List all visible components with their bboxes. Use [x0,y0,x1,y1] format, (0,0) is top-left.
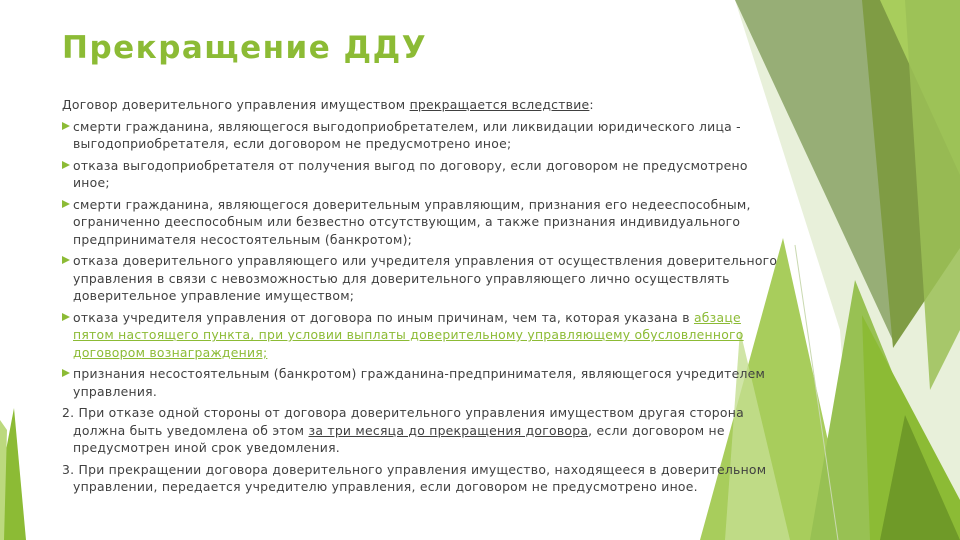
intro-underlined-text: прекращается вследствие [409,97,590,112]
list-item [62,196,782,249]
termination-grounds-list [62,118,782,401]
list-item-text: смерти гражданина, являющегося выгодоприобретателем, или ликвидации юридического лица - выгодоприобретателя, если договором не предусмотрено иное; [73,118,741,151]
intro-colon: : [589,97,594,112]
list-item-text: отказа выгодоприобретателя от получения выгод по договору, если договором не предусмотрено иное; [73,157,748,190]
triangle-bullet-icon [62,256,70,264]
triangle-bullet-icon [62,122,70,130]
list-item [62,252,782,305]
paragraph-2 [62,404,782,457]
paragraph-3-text: 3. При прекращении договора доверительного управления имущество, находящееся в доверительном управлении, передается учредителю управления, если договором не предусмотрено иное. [62,461,767,494]
paragraph-3 [62,461,782,496]
page-title: Прекращение ДДУ [62,30,428,66]
intro-paragraph [62,96,782,114]
list-item [62,157,782,192]
list-item-text: отказа доверительного управляющего или учредителя управления от осуществления доверительного управления в связи с невозможностью для доверительного управляющего лично осуществлять доверительное управление имуществом; [73,253,778,303]
triangle-bullet-icon [62,200,70,208]
list-item [62,365,782,400]
triangle-bullet-icon [62,313,70,321]
triangle-bullet-icon [62,161,70,169]
paragraph-five-link[interactable]: абзаце пятом настоящего пункта, при условии выплаты доверительному управляющему обусловленного договором вознаграждения; [73,309,744,360]
list-item [62,309,782,362]
list-item-text: признания несостоятельным (банкротом) гражданина-предпринимателя, являющегося учредителем управления. [73,366,766,399]
paragraph-2-text-end: , если договором не предусмотрен иной срок уведомления. [73,422,725,455]
paragraph-2-text: 2. При отказе одной стороны от договора доверительного управления имуществом другая сторона должна быть уведомлена об этом [62,405,744,438]
triangle-bullet-icon [62,369,70,377]
list-item [62,118,782,153]
paragraph-2-underlined-text: за три месяца до прекращения договора [308,422,589,438]
list-item-text: отказа учредителя управления от договора по иным причинам, чем та, которая указана в [73,309,694,325]
intro-text: Договор доверительного управления имуществом [62,97,410,112]
slide-content [62,96,782,500]
list-item-text: смерти гражданина, являющегося доверительным управляющим, признания его недееспособным, ограниченно дееспособным или безвестно отсутствующим, а также признания индивидуального предпринимателя несостоятельным (банкротом); [73,196,751,247]
